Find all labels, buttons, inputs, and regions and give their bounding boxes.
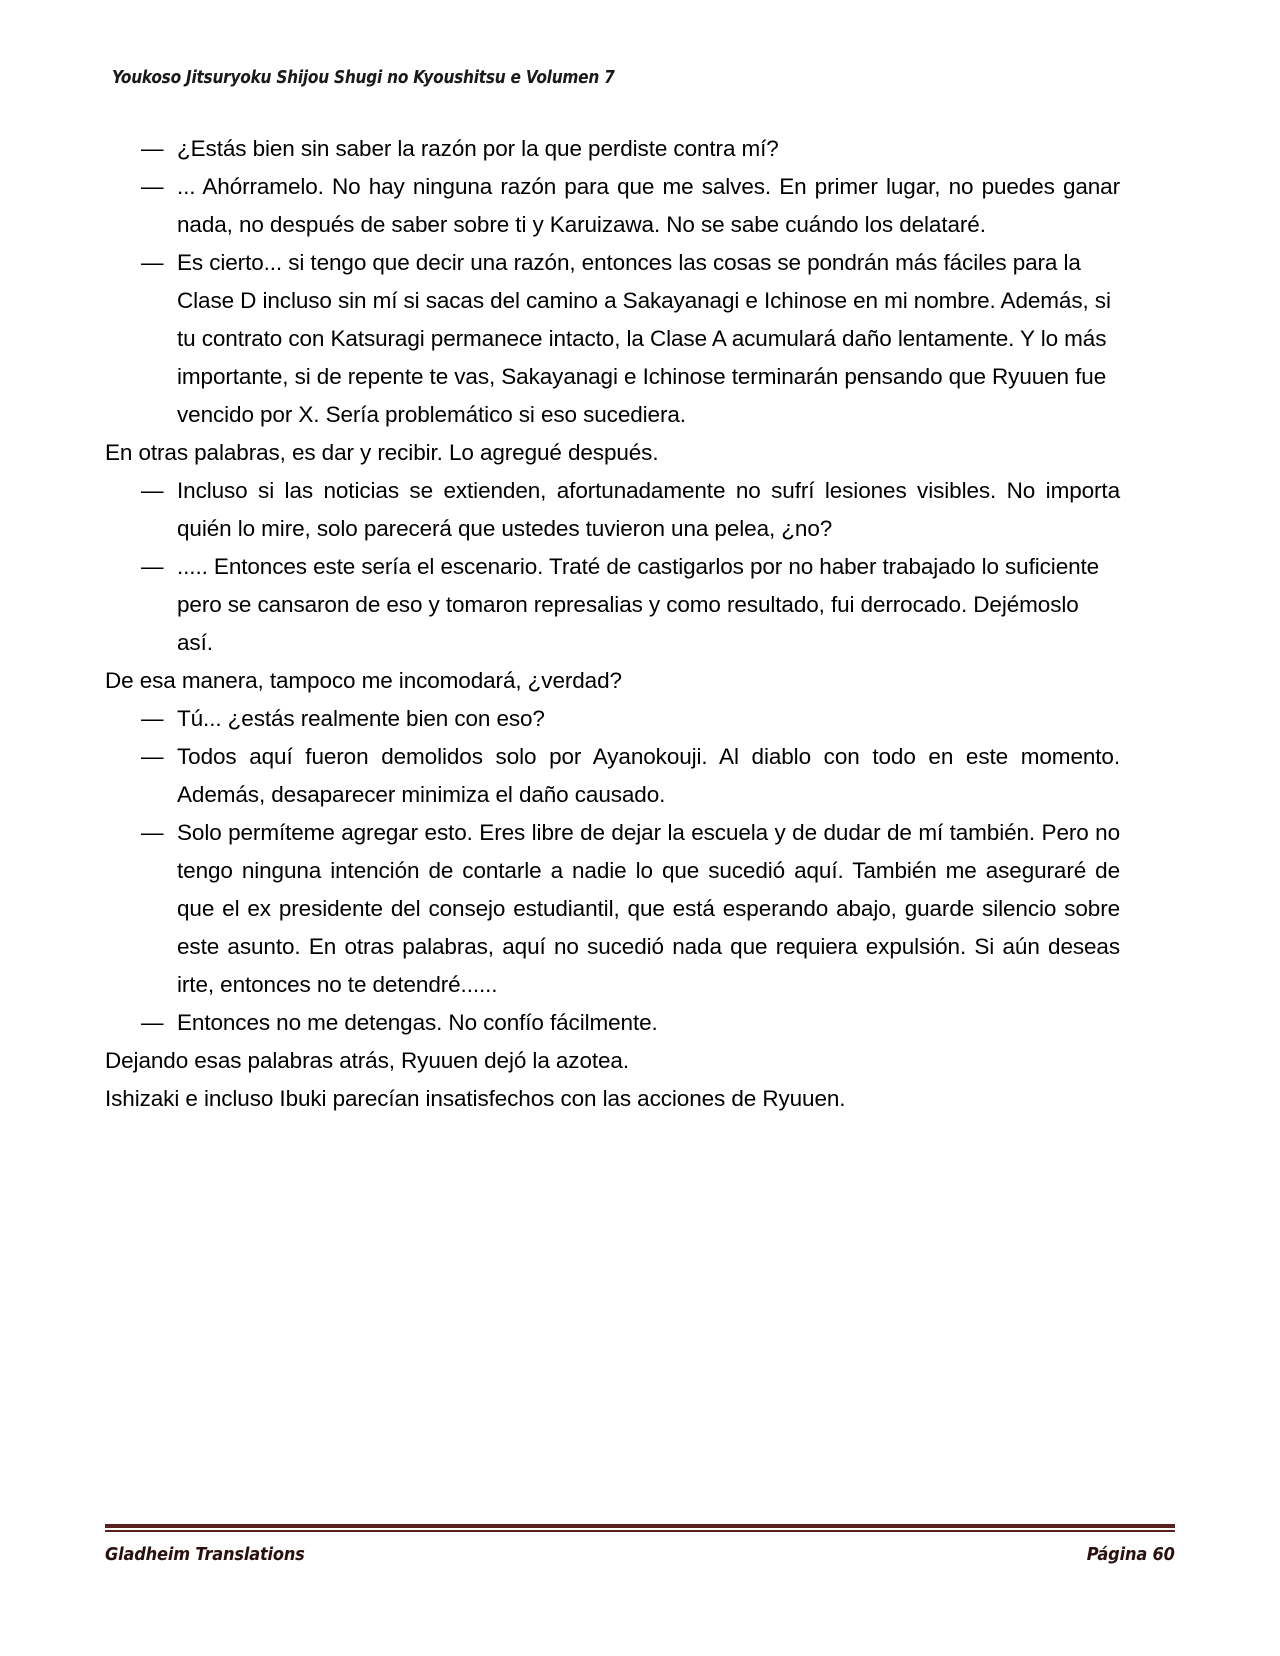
- body-paragraph: Ishizaki e incluso Ibuki parecían insatisfechos con las acciones de Ryuuen.: [105, 1086, 846, 1111]
- dialogue-text: Entonces no me detengas. No confío fácilmente.: [177, 1010, 658, 1035]
- footer-page-number: Página 60: [1087, 1544, 1175, 1565]
- dialogue-line: [141, 1004, 1120, 1042]
- dialogue-line: [141, 130, 1120, 168]
- em-dash-marker: —: [141, 250, 164, 275]
- em-dash-marker: —: [141, 554, 164, 579]
- footer-row: [105, 1544, 1175, 1565]
- dialogue-line: [141, 168, 1120, 244]
- dialogue-list: [105, 700, 1120, 1042]
- dialogue-line: [141, 738, 1120, 814]
- footer-rule-thin: [105, 1530, 1175, 1532]
- em-dash-marker: —: [141, 478, 164, 503]
- em-dash-marker: —: [141, 744, 164, 769]
- footer-translator-credit: Gladheim Translations: [105, 1544, 305, 1565]
- dialogue-text: Incluso si las noticias se extienden, afortunadamente no sufrí lesiones visibles. No importa quién lo mire, solo parecerá que ustedes tuvieron una pelea, ¿no?: [177, 478, 1120, 541]
- dialogue-line: [141, 472, 1120, 548]
- dialogue-text: ..... Entonces este sería el escenario. Traté de castigarlos por no haber trabajado lo suficiente pero se cansaron de eso y tomaron represalias y como resultado, fui derrocado. Dejémoslo así.: [177, 554, 1100, 655]
- em-dash-marker: —: [141, 136, 164, 161]
- dialogue-list: [105, 472, 1120, 662]
- em-dash-marker: —: [141, 706, 164, 731]
- dialogue-line: [141, 244, 1120, 434]
- page-header: [112, 68, 1172, 96]
- dialogue-text: Tú... ¿estás realmente bien con eso?: [177, 706, 545, 731]
- em-dash-marker: —: [141, 1010, 164, 1035]
- page-footer: [105, 1524, 1175, 1565]
- header-title: Youkoso Jitsuryoku Shijou Shugi no Kyoushitsu e Volumen 7: [112, 68, 615, 88]
- dialogue-line: [141, 814, 1120, 1004]
- dialogue-text: ¿Estás bien sin saber la razón por la que perdiste contra mí?: [177, 136, 779, 161]
- dialogue-line: [141, 700, 1120, 738]
- dialogue-text: Es cierto... si tengo que decir una razón, entonces las cosas se pondrán más fáciles para la Clase D incluso sin mí si sacas del camino a Sakayanagi e Ichinose en mi nombre. Además, si tu contrato con Katsuragi permanece intacto, la Clase A acumulará daño lentamente. Y lo más importante, si de repente te vas, Sakayanagi e Ichinose terminarán pensando que Ryuuen fue vencido por X. Sería problemático si eso sucediera.: [177, 250, 1111, 427]
- dialogue-list: [105, 130, 1120, 434]
- em-dash-marker: —: [141, 820, 164, 845]
- body-paragraph: Dejando esas palabras atrás, Ryuuen dejó la azotea.: [105, 1048, 629, 1073]
- dialogue-text: Todos aquí fueron demolidos solo por Ayanokouji. Al diablo con todo en este momento. Además, desaparecer minimiza el daño causado.: [177, 744, 1120, 807]
- dialogue-line: [141, 548, 1120, 662]
- body-paragraph: En otras palabras, es dar y recibir. Lo agregué después.: [105, 440, 659, 465]
- body-paragraph: De esa manera, tampoco me incomodará, ¿verdad?: [105, 668, 622, 693]
- dialogue-text: ... Ahórramelo. No hay ninguna razón para que me salves. En primer lugar, no puedes ganar nada, no después de saber sobre ti y Karuizawa. No se sabe cuándo los delataré.: [177, 174, 1120, 237]
- em-dash-marker: —: [141, 174, 164, 199]
- dialogue-text: Solo permíteme agregar esto. Eres libre de dejar la escuela y de dudar de mí también. Pero no tengo ninguna intención de contarle a nadie lo que sucedió aquí. También me aseguraré de que el ex presidente del consejo estudiantil, que está esperando abajo, guarde silencio sobre este asunto. En otras palabras, aquí no sucedió nada que requiera expulsión. Si aún deseas irte, entonces no te detendré......: [177, 820, 1120, 997]
- page-content: [105, 130, 1120, 1118]
